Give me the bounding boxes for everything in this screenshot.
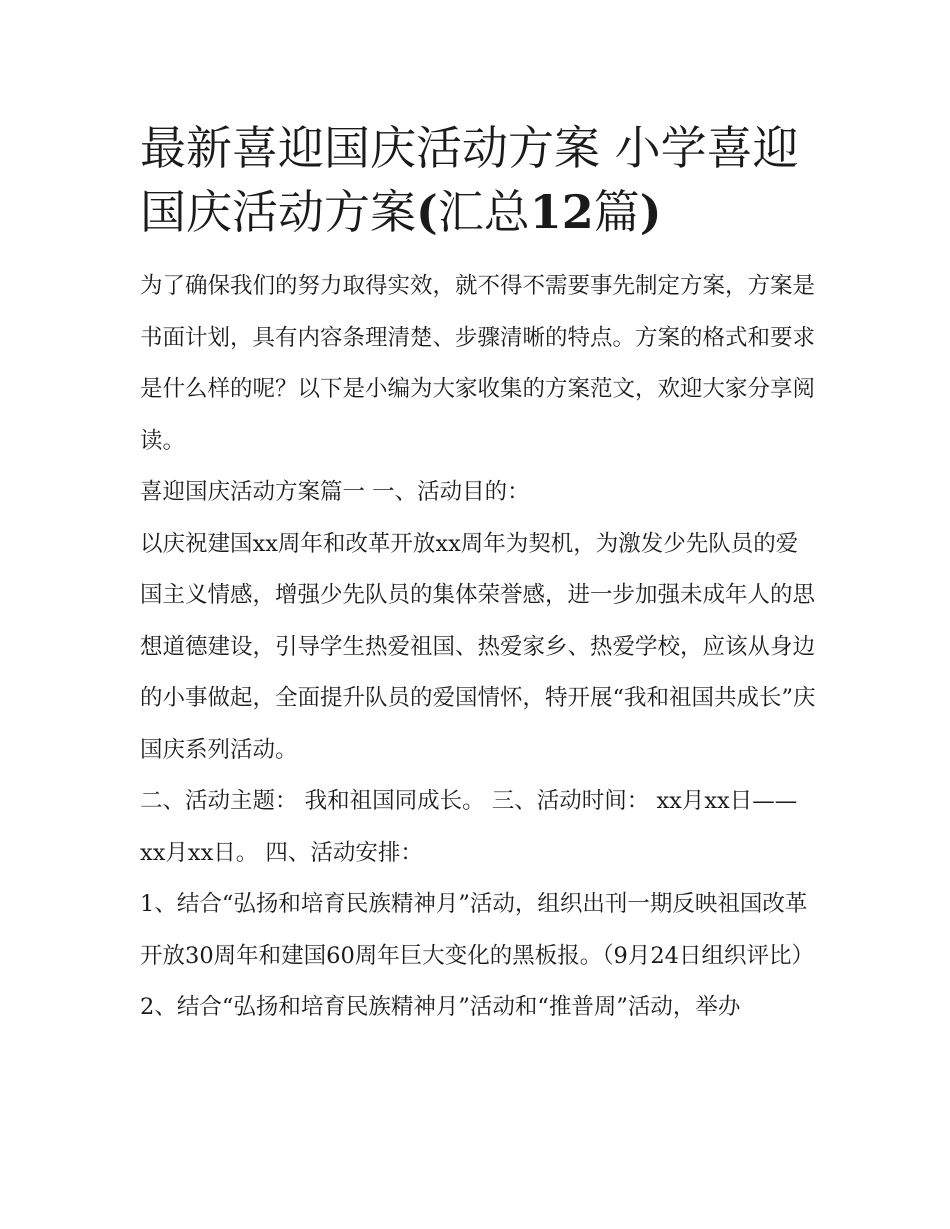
title-paren-open: ( [416,185,438,239]
section-heading: 喜迎国庆活动方案篇一 一、活动目的： [140,479,530,505]
intro-paragraph: 为了确保我们的努力取得实效，就不得不需要事先制定方案，方案是书面计划，具有内容条理清楚、步骤清晰的特点。方案的格式和要求是什么样的呢？以下是小编为大家收集的方案范文，欢迎大家分享阅读。 [140,273,816,454]
title-count: 12 [529,185,594,239]
title-paren-close: ) [639,185,662,239]
body-paragraph: 二、活动主题： 我和祖国同成长。 三、活动时间： xx月xx日——xx月xx日。 四、活动安排： [140,788,798,866]
title-text: 最新喜迎国庆活动方案 小学喜迎国庆活动方案 [140,121,799,239]
document-title [140,116,816,244]
title-text-summary: 汇总 [437,185,530,239]
list-item: 1、结合“弘扬和培育民族精神月”活动，组织出刊一期反映祖国改革开放30周年和建国60周年巨大变化的黑板报。（9月24日组织评比） [140,891,814,969]
list-item: 2、结合“弘扬和培育民族精神月”活动和“推普周”活动，举办 [140,994,741,1020]
title-unit: 篇 [593,185,640,239]
body-paragraph: 以庆祝建国xx周年和改革开放xx周年为契机，为激发少先队员的爱国主义情感，增强少先队员的集体荣誉感，进一步加强未成年人的思想道德建设，引导学生热爱祖国、热爱家乡、热爱学校，应该从身边的小事做起，全面提升队员的爱国情怀，特开展“我和祖国共成长”庆国庆系列活动。 [140,530,816,763]
document-content [140,116,816,1034]
